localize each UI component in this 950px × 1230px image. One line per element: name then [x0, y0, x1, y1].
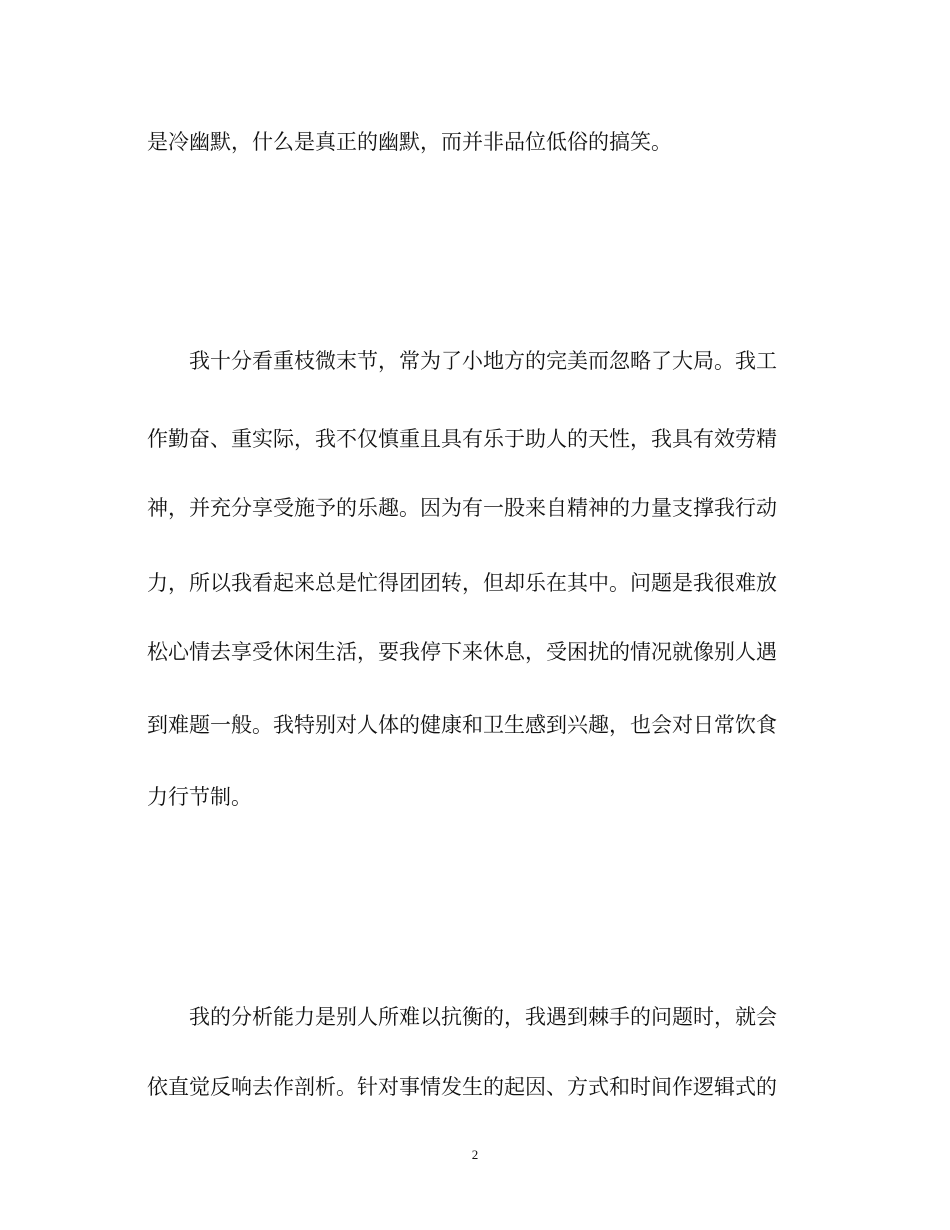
page-number: 2: [471, 1147, 479, 1162]
paragraph-1-line-1: 是冷幽默，什么是真正的幽默，而并非品位低俗的搞笑。: [147, 130, 672, 154]
paragraph-2-line-7: 力行节制。: [147, 785, 252, 809]
paragraph-2-line-6: 到难题一般。我特别对人体的健康和卫生感到兴趣，也会对日常饮食: [147, 713, 777, 737]
paragraph-2-line-4: 力，所以我看起来总是忙得团团转，但却乐在其中。问题是我很难放: [147, 571, 777, 595]
paragraph-2-line-3: 神，并充分享受施予的乐趣。因为有一股来自精神的力量支撑我行动: [147, 496, 777, 520]
paragraph-2-line-5: 松心情去享受休闲生活，要我停下来休息，受困扰的情况就像别人遇: [147, 640, 777, 664]
paragraph-3-line-1: 我的分析能力是别人所难以抗衡的，我遇到棘手的问题时，就会: [189, 1005, 777, 1029]
paragraph-3-line-2: 依直觉反响去作剖析。针对事情发生的起因、方式和时间作逻辑式的: [147, 1075, 777, 1099]
paragraph-2-line-2: 作勤奋、重实际，我不仅慎重且具有乐于助人的天性，我具有效劳精: [147, 427, 777, 451]
paragraph-2-line-1: 我十分看重枝微末节，常为了小地方的完美而忽略了大局。我工: [189, 349, 777, 373]
